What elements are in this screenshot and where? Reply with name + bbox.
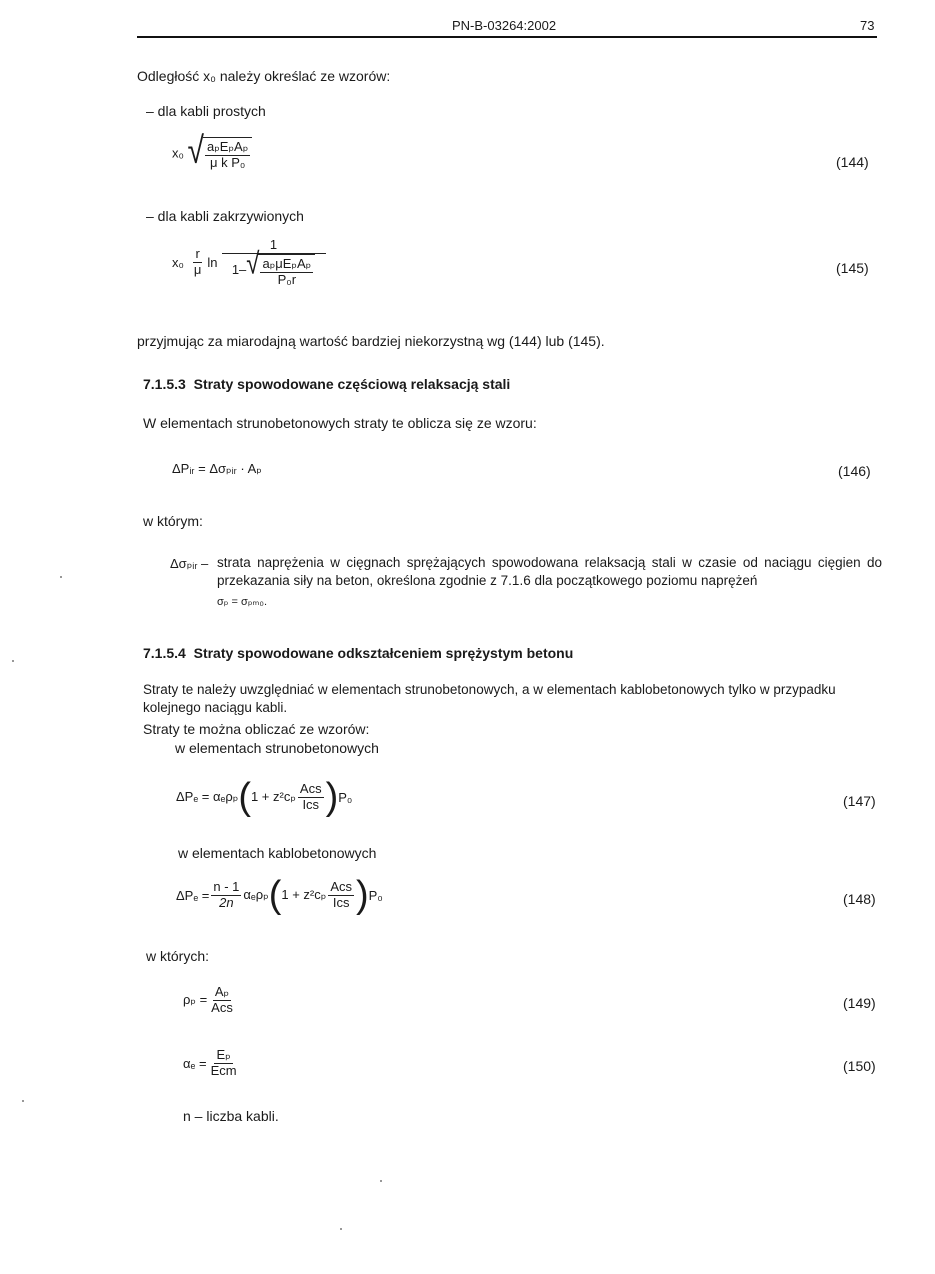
header-rule bbox=[137, 36, 877, 38]
eq149-number: (149) bbox=[843, 995, 876, 1011]
section-number: 7.1.5.3 bbox=[143, 376, 186, 392]
eq148-aden: Ics bbox=[332, 894, 350, 910]
equation-148: ΔPₑ = $\frac{n - 1}{2n}$ αₑρₚ ( 1 + z²cₚ $\frac{\text{Acs}}{\text{Ics}}$ ) P₀ bbox=[176, 874, 383, 916]
intro-text: Odległość x₀ należy określać ze wzorów: bbox=[137, 68, 391, 84]
scan-speck bbox=[22, 1100, 24, 1102]
eq144-lhs: x₀ bbox=[172, 145, 184, 161]
eq148-lhs: ΔPₑ = bbox=[176, 887, 210, 903]
scan-speck bbox=[12, 660, 14, 662]
eq145-den: P₀r bbox=[277, 271, 297, 287]
eq145-lhs: x₀ bbox=[172, 255, 184, 271]
case-curved: – dla kabli zakrzywionych bbox=[146, 208, 304, 224]
equation-145 bbox=[172, 238, 328, 288]
eq148-number: (148) bbox=[843, 891, 876, 907]
eq147-one-plus: 1 + z²cₚ bbox=[250, 789, 296, 804]
eq145-one: 1 bbox=[222, 238, 326, 254]
n-definition: n – liczba kabli. bbox=[183, 1108, 279, 1124]
label-posttensioned: w elementach kablobetonowych bbox=[178, 845, 377, 861]
eq150-lhs: αₑ = bbox=[183, 1055, 207, 1071]
eq150-num: Eₚ bbox=[216, 1047, 231, 1062]
page-header-title: PN-B-03264:2002 bbox=[452, 18, 557, 33]
eq147-p0: P₀ bbox=[338, 789, 353, 805]
eq144-number: (144) bbox=[836, 154, 869, 170]
eq145-mu: μ bbox=[193, 262, 202, 278]
eq145-one-minus: 1– bbox=[231, 262, 247, 278]
eq149-den: Acs bbox=[211, 999, 233, 1015]
eq148-p0: P₀ bbox=[368, 887, 383, 903]
where-2: w których: bbox=[146, 948, 210, 964]
def-symbol: Δσₚᵢᵣ – bbox=[170, 556, 209, 571]
eq148-num: n - 1 bbox=[213, 878, 240, 894]
eq148-den: 2n bbox=[219, 894, 234, 910]
scan-speck bbox=[380, 1180, 382, 1182]
section-heading-7153 bbox=[143, 376, 510, 392]
eq145-ln: ln bbox=[207, 255, 218, 271]
case-straight: – dla kabli prostych bbox=[146, 103, 266, 119]
assume-text: przyjmując za miarodajną wartość bardziej niekorzystną wg (144) lub (145). bbox=[137, 333, 605, 349]
equation-147: ΔPₑ = αₑρₚ ( 1 + z²cₚ $\frac{\text{Acs}}{\text{Ics}}$ ) P₀ bbox=[176, 776, 353, 818]
elastic-paragraph-1: Straty te należy uwzględniać w elementach strunobetonowych, a w elementach kablobetonowych tylko w przypadku kolejnego naciągu kabli. bbox=[143, 682, 836, 715]
scan-speck bbox=[60, 576, 62, 578]
page-number: 73 bbox=[860, 18, 875, 33]
equation-146: ΔPᵢᵣ = Δσₚᵢᵣ · Aₚ bbox=[172, 461, 262, 476]
equation-150 bbox=[183, 1048, 241, 1079]
elastic-paragraph-2: Straty te można obliczać ze wzorów: bbox=[143, 721, 370, 737]
eq147-num: Acs bbox=[299, 780, 322, 796]
def-tail: σₚ = σₚₘ₀. bbox=[217, 596, 268, 608]
eq149-num: Aₚ bbox=[214, 984, 230, 999]
relax-intro: W elementach strunobetonowych straty te oblicza się ze wzoru: bbox=[143, 415, 537, 431]
eq150-number: (150) bbox=[843, 1058, 876, 1074]
eq148-mid: αₑρₚ bbox=[243, 887, 269, 902]
section-number: 7.1.5.4 bbox=[143, 645, 186, 661]
eq148-anum: Acs bbox=[330, 878, 352, 894]
eq146-number: (146) bbox=[838, 463, 871, 479]
equation-144 bbox=[172, 130, 252, 172]
where-1: w którym: bbox=[143, 513, 203, 529]
eq145-num: aₚμEₚAₚ bbox=[262, 255, 312, 271]
sqrt-symbol: √ $\frac{\text{aₚEₚAₚ}}{\text{μ k P₀}}$ bbox=[188, 137, 253, 171]
eq144-den: μ k P₀ bbox=[210, 154, 246, 170]
eq147-number: (147) bbox=[843, 793, 876, 809]
eq145-number: (145) bbox=[836, 260, 869, 276]
section-title: Straty spowodowane częściową relaksacją stali bbox=[193, 376, 511, 392]
eq150-den: Ecm bbox=[210, 1062, 237, 1078]
eq148-one-plus: 1 + z²cₚ bbox=[281, 887, 327, 902]
eq147-den: Ics bbox=[302, 796, 320, 812]
section-heading-7154 bbox=[143, 645, 573, 661]
eq144-num: aₚEₚAₚ bbox=[207, 139, 249, 154]
equation-149 bbox=[183, 985, 237, 1016]
eq147-lhs: ΔPₑ = αₑρₚ bbox=[176, 789, 239, 804]
section-title: Straty spowodowane odkształceniem sprężystym betonu bbox=[193, 645, 574, 661]
eq145-r: r bbox=[195, 246, 200, 262]
label-pretensioned: w elementach strunobetonowych bbox=[175, 740, 379, 756]
scan-speck bbox=[340, 1228, 342, 1230]
sqrt-symbol: √ $\frac{\text{aₚμEₚAₚ}}{\text{P₀r}}$ bbox=[246, 254, 315, 288]
eq149-lhs: ρₚ = bbox=[183, 992, 208, 1008]
def-text: strata naprężenia w cięgnach sprężających spowodowana relaksacją stali w czasie od naciągu cięgien do przekazania siły na beton, określona zgodnie z 7.1.6 dla początkowego poziomu naprężeń bbox=[217, 555, 882, 588]
